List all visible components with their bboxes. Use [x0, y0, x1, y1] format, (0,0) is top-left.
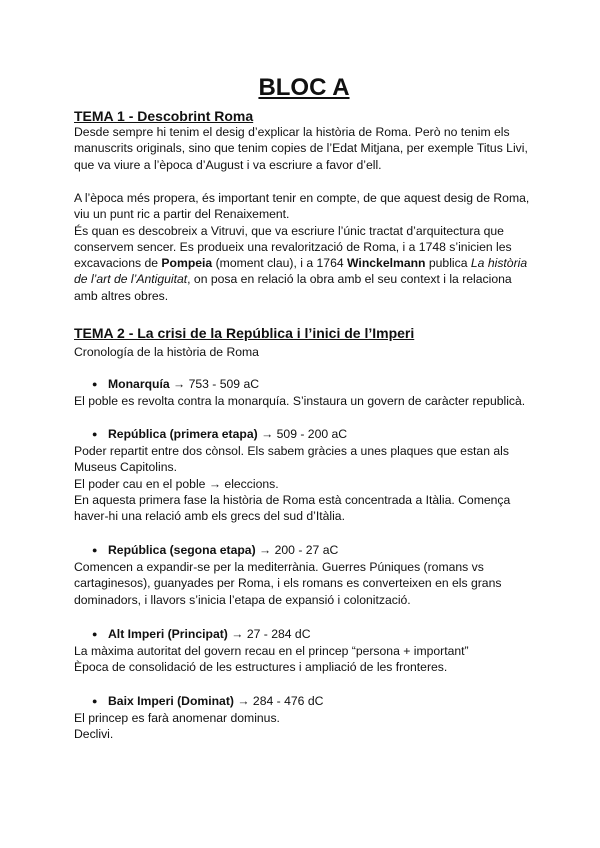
tema2-intro	[74, 344, 536, 360]
period-bullet-republica-1	[92, 426, 347, 442]
text-fragment: publica	[425, 256, 471, 271]
text-line: Museus Capitolins.	[74, 460, 177, 475]
text-line: Cronología de la història de Roma	[74, 345, 259, 359]
text-line: En aquesta primera fase la història de Roma està concentrada a Itàlia. Comença	[74, 492, 511, 507]
period-bullet-republica-2	[92, 542, 338, 558]
text-line: que va viure a l’època d’August i va escriure a favor d’ell.	[74, 157, 382, 172]
keyword-pompeia: Pompeia	[161, 256, 213, 271]
text-line: Declivi.	[74, 727, 114, 742]
text-line: amb altres obres.	[74, 288, 169, 303]
text-line: manuscrits originals, sino que tenim copies de l’Edat Mitjana, per exemple Titus Livi,	[74, 141, 528, 156]
period-dates: → 200 - 27 aC	[255, 543, 339, 557]
text-fragment: (moment clau), i a 1764	[212, 256, 348, 271]
book-title: La història	[470, 256, 528, 271]
text-line: haver-hi una relació amb els grecs del sud d’Itàlia.	[74, 509, 345, 524]
period-dates: → 753 - 509 aC	[169, 377, 260, 391]
period-dates: → 284 - 476 dC	[233, 694, 324, 708]
text-line: conservem sencer. Es produeix una revalorització de Roma, i a 1748 s’inicien les	[74, 239, 512, 254]
text-line: La màxima autoritat del govern recau en el princep “persona + important”	[74, 644, 469, 658]
document-title: BLOC A	[258, 74, 350, 101]
text-line	[74, 255, 536, 271]
text-line: Comencen a expandir-se per la mediterrània. Guerres Púniques (romans vs	[74, 560, 484, 574]
period-dates: → 509 - 200 aC	[257, 427, 348, 441]
text-line	[74, 271, 536, 287]
period-name: Alt Imperi (Principat)	[108, 627, 228, 641]
period-dates: → 27 - 284 dC	[227, 627, 311, 641]
text-line: cartaginesos), guanyades per Roma, i els romans es converteixen en els grans	[74, 576, 502, 591]
text-line: El poder cau en el poble → eleccions.	[74, 476, 279, 491]
period-name: República (primera etapa)	[108, 427, 258, 441]
period-name: Baix Imperi (Dominat)	[108, 694, 234, 708]
keyword-winckelmann: Winckelmann	[347, 256, 426, 271]
period-name: República (segona etapa)	[108, 543, 256, 557]
period-bullet-monarquia	[92, 376, 259, 392]
tema1-paragraph-1	[74, 124, 536, 173]
bullet-icon: ●	[92, 545, 98, 555]
tema1-paragraph-2	[74, 190, 536, 304]
text-line: A l’època més propera, és important tenir en compte, de que aquest desig de Roma,	[74, 191, 530, 205]
bullet-icon: ●	[92, 379, 98, 389]
text-line: És quan es descobreix a Vitruvi, que va escriure l’únic tractat d’arquitectura que	[74, 223, 504, 238]
tema1-heading: TEMA 1 - Descobrint Roma	[74, 108, 254, 124]
text-line: El poble es revolta contra la monarquía. S’instaura un govern de caràcter republicà.	[74, 394, 526, 408]
period-name: Monarquía	[108, 377, 170, 391]
bullet-icon: ●	[92, 429, 98, 439]
text-line: Desde sempre hi tenim el desig d’explicar la història de Roma. Però no tenim els	[74, 125, 510, 139]
period-description	[74, 559, 536, 608]
text-line: Poder repartit entre dos cònsol. Els sabem gràcies a unes plaques que estan als	[74, 444, 509, 458]
bullet-icon: ●	[92, 696, 98, 706]
text-fragment: excavacions de	[74, 256, 162, 271]
text-line: El princep es farà anomenar dominus.	[74, 711, 280, 725]
bullet-icon: ●	[92, 629, 98, 639]
tema2-heading: TEMA 2 - La crisi de la República i l’inici de l’Imperi	[74, 325, 415, 341]
text-line: dominadors, i llavors s’inicia l’etapa de expansió i colonització.	[74, 592, 411, 607]
period-description	[74, 643, 536, 676]
text-fragment: , on posa en relació la obra amb el seu context i la relaciona	[187, 272, 512, 287]
text-line: viu un punt ric a partir del Renaixement.	[74, 207, 290, 222]
text-line: Època de consolidació de les estructures i ampliació de les fronteres.	[74, 660, 448, 675]
period-bullet-alt-imperi	[92, 626, 311, 642]
period-bullet-baix-imperi	[92, 693, 323, 709]
period-description	[74, 710, 536, 743]
period-description	[74, 393, 536, 409]
book-title: de l’art de l’Antiguitat	[74, 272, 188, 287]
period-description	[74, 443, 536, 524]
